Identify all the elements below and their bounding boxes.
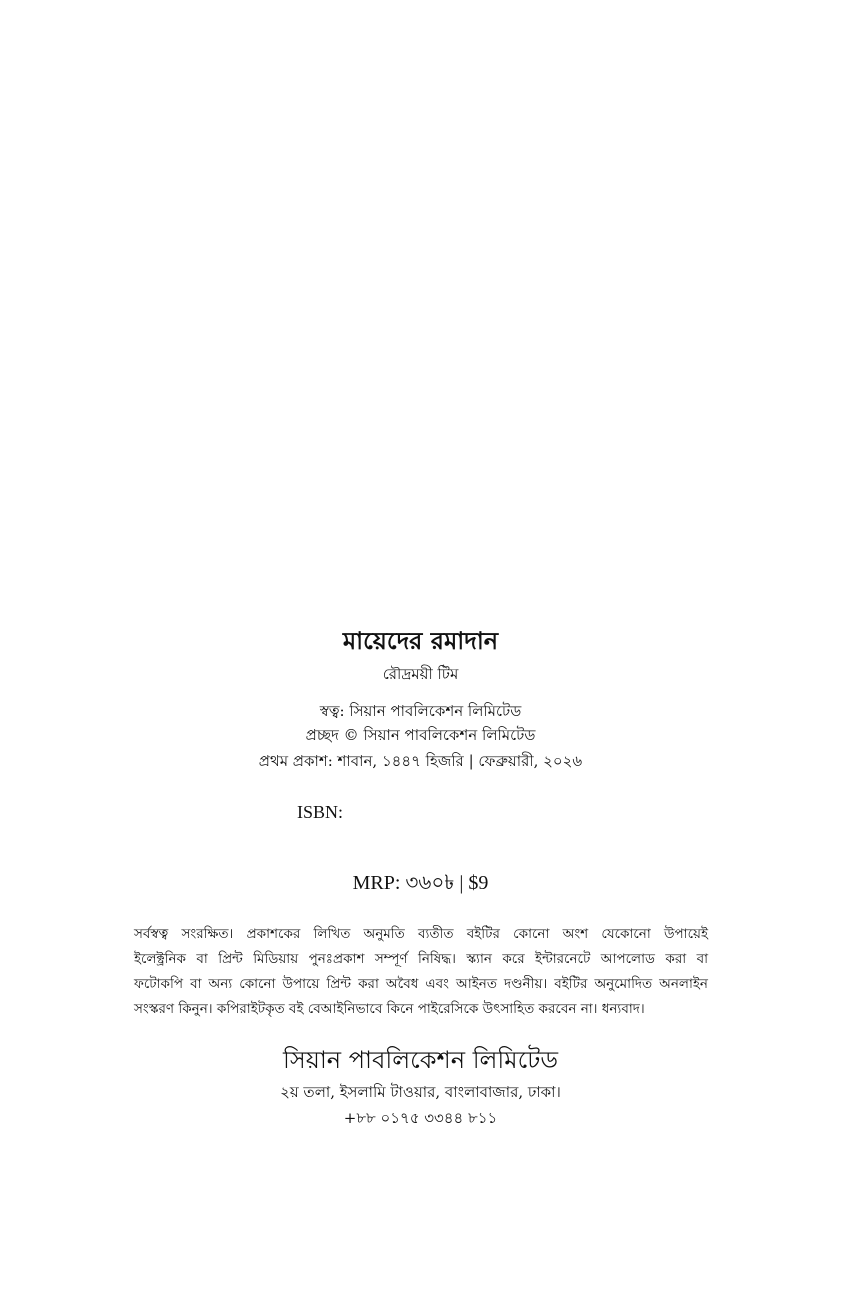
isbn-label: ISBN: — [297, 802, 344, 822]
publisher-name: সিয়ান পাবলিকেশন লিমিটেড — [282, 1046, 559, 1074]
rights-line: সংস্করণ কিনুন। কপিরাইটকৃত বই বেআইনিভাবে কিনে পাইরেসিকে উৎসাহিত করবেন না। ধন্যবাদ। — [134, 1001, 645, 1017]
price-line: MRP: ৩৬০৳ | $9 — [352, 872, 489, 894]
rights-line: সর্বস্বত্ব সংরক্ষিত। প্রকাশকের লিখিত অনুমতি ব্যতীত বইটির কোনো অংশ যেকোনো উপায়েই — [134, 926, 708, 942]
copyright-line: স্বত্ব: সিয়ান পাবলিকেশন লিমিটেড — [319, 702, 522, 720]
book-title: মায়েদের রমাদান — [342, 626, 499, 655]
rights-line: ফটোকপি বা অন্য কোনো উপায়ে প্রিন্ট করা অবৈধ এবং আইনত দণ্ডনীয়। বইটির অনুমোদিত অনলাইন — [134, 976, 708, 992]
edition-line: প্রথম প্রকাশ: শাবান, ১৪৪৭ হিজরি | ফেব্রুয়ারী, ২০২৬ — [258, 752, 583, 770]
rights-line: ইলেক্ট্রনিক বা প্রিন্ট মিডিয়ায় পুনঃপ্রকাশ সম্পূর্ণ নিষিদ্ধ। স্ক্যান করে ইন্টারনেটে আপলোড করা বা — [134, 951, 708, 967]
publisher-address: ২য় তলা, ইসলামি টাওয়ার, বাংলাবাজার, ঢাকা। — [280, 1083, 561, 1101]
rights-notice — [134, 922, 708, 1022]
publisher-phone: +৮৮ ০১৭৫ ৩৩৪৪ ৮১১ — [343, 1109, 498, 1127]
author: রৌদ্রময়ী টিম — [382, 665, 459, 683]
cover-credit: প্রচ্ছদ © সিয়ান পাবলিকেশন লিমিটেড — [305, 726, 536, 744]
